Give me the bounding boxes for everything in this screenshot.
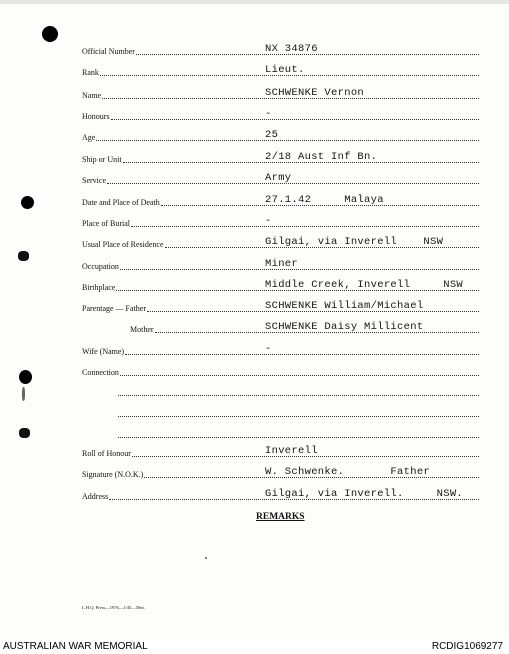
field-value: Gilgai, via Inverell NSW xyxy=(265,236,444,248)
dotted-leader xyxy=(111,118,479,120)
binding-mark xyxy=(18,251,29,261)
field-row xyxy=(82,107,479,123)
field-value: Inverell xyxy=(265,445,318,457)
field-row xyxy=(82,342,479,358)
punch-hole-top xyxy=(42,26,58,42)
archive-footer xyxy=(0,636,509,654)
print-code: L.H.Q. Press—1976—1/45—50m. xyxy=(82,605,145,610)
field-value: SCHWENKE Vernon xyxy=(265,87,365,99)
field-value: - xyxy=(265,215,272,227)
field-row xyxy=(82,299,479,315)
field-label: Date and Place of Death xyxy=(82,198,160,207)
field-row xyxy=(82,363,479,379)
dotted-leader xyxy=(107,182,479,184)
field-row xyxy=(82,128,479,144)
dotted-leader xyxy=(96,139,479,141)
footer-reference: RCDIG1069277 xyxy=(431,641,503,652)
field-value: Miner xyxy=(265,258,299,270)
field-label: Name xyxy=(82,91,102,100)
field-row xyxy=(82,257,479,273)
field-label: Honours xyxy=(82,112,110,121)
field-label: Service xyxy=(82,176,106,185)
punch-hole-lower xyxy=(19,370,32,384)
field-value: Lieut. xyxy=(265,64,305,76)
footer-institution: AUSTRALIAN WAR MEMORIAL xyxy=(3,641,148,652)
field-label: Signature (N.O.K.) xyxy=(82,470,144,479)
speck xyxy=(205,557,207,559)
field-row xyxy=(82,465,479,481)
field-value: 2/18 Aust Inf Bn. xyxy=(265,151,378,163)
field-row xyxy=(82,42,479,58)
field-label: Roll of Honour xyxy=(82,449,131,458)
field-row xyxy=(82,193,479,209)
field-row xyxy=(82,278,479,294)
field-value: Army xyxy=(265,172,292,184)
field-row xyxy=(82,235,479,251)
binding-mark xyxy=(22,387,25,401)
punch-hole-middle xyxy=(21,196,34,209)
scan-top-edge xyxy=(0,0,509,4)
field-row xyxy=(82,150,479,166)
field-row xyxy=(82,171,479,187)
field-row xyxy=(82,487,479,503)
remarks-heading: REMARKS xyxy=(256,512,305,522)
field-row xyxy=(82,214,479,230)
field-label: Parentage — Father xyxy=(82,304,146,313)
dotted-leader xyxy=(120,374,479,376)
connection-line xyxy=(118,415,479,417)
field-label: Address xyxy=(82,492,109,501)
field-row xyxy=(82,444,479,460)
field-label: Mother xyxy=(130,325,154,334)
field-value: - xyxy=(265,108,272,120)
field-label: Connection xyxy=(82,368,119,377)
field-label: Birthplace xyxy=(82,283,116,292)
binding-mark xyxy=(19,428,30,438)
field-label: Rank xyxy=(82,68,99,77)
field-label: Wife (Name) xyxy=(82,347,125,356)
field-row xyxy=(82,63,479,79)
connection-line xyxy=(118,436,479,438)
field-label: Official Number xyxy=(82,47,135,56)
field-value: Middle Creek, Inverell NSW xyxy=(265,279,464,291)
field-label: Place of Burial xyxy=(82,219,130,228)
field-value: - xyxy=(265,343,272,355)
field-value: SCHWENKE Daisy Millicent xyxy=(265,321,424,333)
dotted-leader xyxy=(125,353,479,355)
field-label: Usual Place of Residence xyxy=(82,240,164,249)
dotted-leader xyxy=(131,225,479,227)
field-row xyxy=(82,86,479,102)
field-label: Occupation xyxy=(82,262,119,271)
field-value: NX 34876 xyxy=(265,43,318,55)
field-row xyxy=(82,320,479,336)
field-value: SCHWENKE William/Michael xyxy=(265,300,424,312)
field-value: 25 xyxy=(265,129,279,141)
field-value: 27.1.42 Malaya xyxy=(265,194,384,206)
field-label: Ship or Unit xyxy=(82,155,122,164)
connection-line xyxy=(118,394,479,396)
dotted-leader xyxy=(120,268,479,270)
field-label: Age xyxy=(82,133,96,142)
field-value: Gilgai, via Inverell. NSW. xyxy=(265,488,464,500)
field-value: W. Schwenke. Father xyxy=(265,466,431,478)
